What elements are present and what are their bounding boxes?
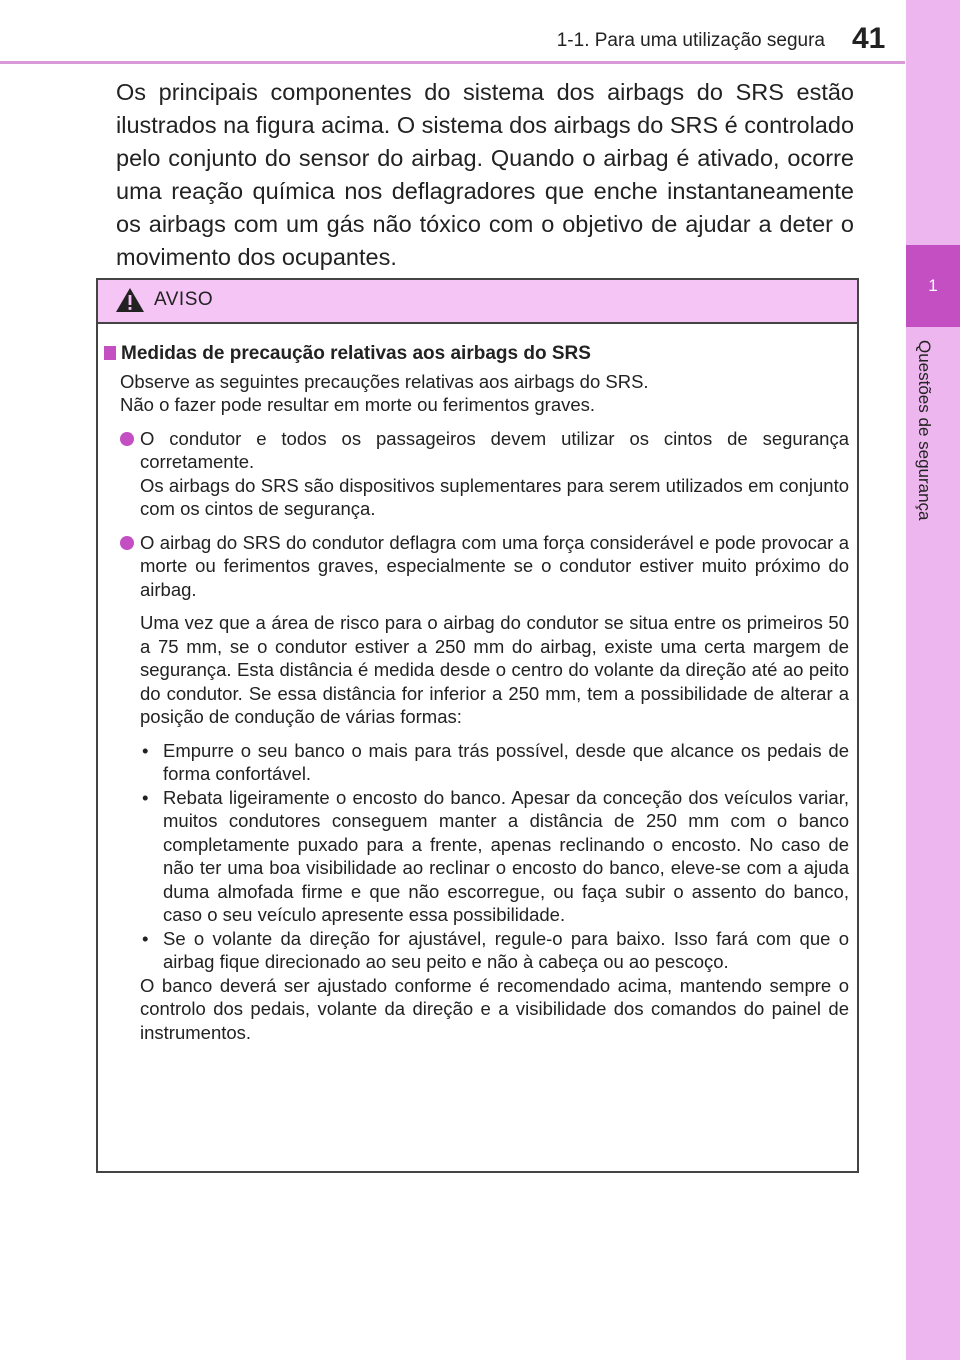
warning-section-title-text: Medidas de precaução relativas aos airbags do SRS [121,343,591,364]
warning-lead-1: Observe as seguintes precauções relativas aos airbags do SRS. [120,370,649,392]
dot-bullet-icon: • [142,927,149,949]
chapter-number-box: 1 [906,245,960,327]
chapter-side-tab [906,0,960,1360]
warning-header [98,280,857,324]
bullet-1-line-2: Os airbags do SRS são dispositivos suplementares para serem utilizados em conjunto com os cintos de segurança. [140,474,849,519]
warning-box [96,278,859,1173]
dash-list [120,739,849,1045]
detail-paragraph: Uma vez que a área de risco para o airbag do condutor se situa entre os primeiros 50 a 75 mm, se o condutor estiver a 250 mm do airbag, existe uma certa margem de segurança. Esta distância é medida desde o centro do volante da direção até ao peito do condutor. Se essa distância for inferior a 250 mm, tem a possibilidade de alterar a posição de condução de várias formas: [140,612,849,727]
warning-body [98,324,857,1044]
page-number: 41 [852,22,886,55]
circle-bullet-icon [120,432,134,446]
list-item [140,786,849,927]
closing-paragraph: O banco deverá ser ajustado conforme é recomendado acima, mantendo sempre o controlo dos pedais, volante da direção e a visibilidade dos comandos do painel de instrumentos. [140,974,849,1043]
header-divider [0,61,905,64]
warning-lead-2: Não o fazer pode resultar em morte ou ferimentos graves. [120,394,596,415]
list-item [140,739,849,786]
warning-triangle-icon [115,287,145,313]
warning-label: AVISO [154,289,214,310]
dot-bullet-icon: • [142,786,149,808]
dot-bullet-icon: • [142,739,149,761]
warning-section-title [104,342,849,366]
bullet-item [120,427,849,521]
chapter-title-vertical: Questões de segurança [915,340,934,521]
list-item-text: Se o volante da direção for ajustável, regule-o para baixo. Isso fará com que o airbag fique direcionado ao seu peito e não à cabeça ou ao pescoço. [163,927,849,972]
square-bullet-icon [104,346,116,360]
circle-bullet-icon [120,536,134,550]
bullet-item [120,531,849,602]
list-item [140,927,849,974]
intro-paragraph: Os principais componentes do sistema dos airbags do SRS estão ilustrados na figura acima. O sistema dos airbags do SRS é controlado pelo conjunto do sensor do airbag. Quando o airbag é ativado, ocorre uma reação química nos deflagradores que enche instantaneamente os airbags com um gás não tóxico com o objetivo de ajudar a deter o movimento dos ocupantes. [116,79,855,270]
header-section-title: 1-1. Para uma utilização segura [556,30,825,51]
bullet-1-line-1: O condutor e todos os passageiros devem utilizar os cintos de segurança corretamente. [140,427,849,472]
list-item-text: Rebata ligeiramente o encosto do banco. Apesar da conceção dos veículos variar, muitos condutores conseguem manter a distância de 250 mm com o banco completamente puxado para a frente, apenas reclinando o encosto. No caso de não ter uma boa visibilidade ao reclinar o encosto do banco, eleve-se com a ajuda duma almofada firme e que não escorregue, ou faça subir o assento do banco, caso o seu veículo apresente essa possibilidade. [163,786,849,925]
bullet-2-text: O airbag do SRS do condutor deflagra com uma força considerável e pode provocar a morte ou ferimentos graves, especialmente se o condutor estiver muito próximo do airbag. [140,531,849,600]
list-item-text: Empurre o seu banco o mais para trás possível, desde que alcance os pedais de forma confortável. [163,739,849,784]
